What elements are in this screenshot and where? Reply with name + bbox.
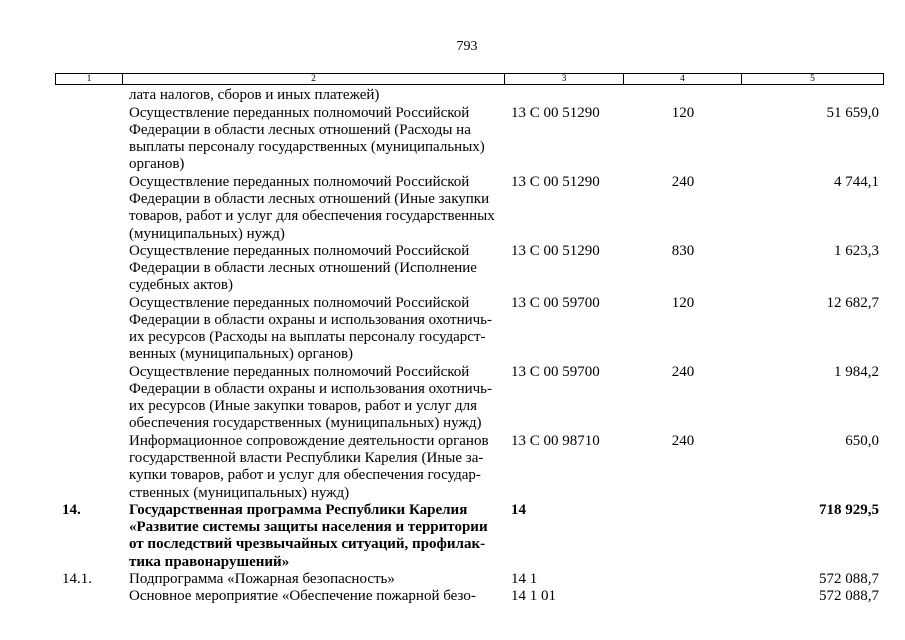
description-line: Федерации в области лесных отношений (Исполнение [129, 260, 477, 277]
description-line: выплаты персоналу государственных (муниципальных) [129, 139, 485, 156]
description-line: (муниципальных) нужд) [129, 225, 285, 242]
row-expense-type: 120 [671, 294, 695, 311]
column-header-2: 2 [123, 74, 505, 84]
description-line: Федерации в области охраны и использования охотничь- [129, 311, 493, 328]
description-line: венных (муниципальных) органов) [129, 346, 354, 363]
description-line: их ресурсов (Расходы на выплаты персоналу государст- [129, 329, 486, 346]
description-line: Осуществление переданных полномочий Российской [129, 363, 470, 380]
table-row [55, 588, 884, 605]
row-expense-type: 240 [671, 432, 695, 449]
description-line: государственной власти Республики Карелия (Иные за- [129, 449, 484, 466]
description-line: Федерации в области лесных отношений (Иные закупки [129, 190, 490, 207]
description-line: Подпрограмма «Пожарная безопасность» [129, 570, 395, 587]
page-number: 793 [456, 39, 478, 54]
description-line: Государственная программа Республики Карелия [129, 501, 468, 518]
row-code: 14 1 [511, 570, 538, 587]
table-row [55, 105, 884, 174]
row-code: 13 С 00 59700 [511, 294, 600, 311]
table-row [55, 87, 884, 104]
table-row [55, 174, 884, 243]
description-line: Осуществление переданных полномочий Российской [129, 173, 470, 190]
row-code: 13 С 00 98710 [511, 432, 600, 449]
row-expense-type: 240 [671, 363, 695, 380]
row-description [123, 588, 505, 605]
description-line: их ресурсов (Иные закупки товаров, работ и услуг для [129, 398, 478, 415]
row-amount: 572 088,7 [819, 588, 879, 605]
description-line: органов) [129, 156, 185, 173]
table-row [55, 571, 884, 588]
description-line: от последствий чрезвычайных ситуаций, профилак- [129, 536, 486, 553]
description-line: товаров, работ и услуг для обеспечения государственных [129, 208, 495, 225]
description-line: тика правонарушений» [129, 553, 290, 570]
description-line: Осуществление переданных полномочий Российской [129, 242, 470, 259]
row-description [123, 295, 505, 364]
row-amount: 718 929,5 [819, 501, 879, 518]
row-amount: 572 088,7 [819, 570, 879, 587]
table-row [55, 364, 884, 433]
description-line: Федерации в области охраны и использования охотничь- [129, 380, 493, 397]
table-row [55, 295, 884, 364]
row-expense-type: 240 [671, 173, 695, 190]
row-description [123, 243, 505, 295]
row-amount: 650,0 [845, 432, 879, 449]
row-description [123, 87, 505, 104]
row-description [123, 571, 505, 588]
column-header-3: 3 [505, 74, 624, 84]
table-header-row [55, 73, 884, 85]
row-number: 14.1. [62, 570, 92, 587]
column-header-4: 4 [624, 74, 742, 84]
table-body [55, 87, 884, 605]
description-line: ственных (муниципальных) нужд) [129, 484, 350, 501]
description-line: «Развитие системы защиты населения и территории [129, 519, 488, 536]
row-amount: 1 984,2 [834, 363, 879, 380]
description-line: купки товаров, работ и услуг для обеспечения государ- [129, 467, 481, 484]
table-row [55, 243, 884, 295]
description-line: лата налогов, сборов и иных платежей) [129, 87, 380, 104]
description-line: Федерации в области лесных отношений (Расходы на [129, 121, 471, 138]
row-expense-type: 120 [671, 104, 695, 121]
table-row-program [55, 502, 884, 571]
row-code: 13 С 00 59700 [511, 363, 600, 380]
description-line: Осуществление переданных полномочий Российской [129, 294, 470, 311]
row-code: 13 С 00 51290 [511, 242, 600, 259]
row-description [123, 502, 505, 571]
row-amount: 1 623,3 [834, 242, 879, 259]
row-number: 14. [62, 501, 81, 518]
row-amount: 12 682,7 [826, 294, 879, 311]
row-description [123, 105, 505, 174]
description-line: обеспечения государственных (муниципальных) нужд) [129, 415, 482, 432]
description-line: Основное мероприятие «Обеспечение пожарной безо- [129, 588, 476, 605]
description-line: Информационное сопровождение деятельности органов [129, 432, 489, 449]
column-header-1: 1 [55, 74, 123, 84]
row-description [123, 364, 505, 433]
row-code: 14 [511, 501, 526, 518]
row-description [123, 174, 505, 243]
row-description [123, 433, 505, 502]
row-code: 13 С 00 51290 [511, 104, 600, 121]
description-line: Осуществление переданных полномочий Российской [129, 104, 470, 121]
row-expense-type: 830 [671, 242, 695, 259]
row-amount: 51 659,0 [826, 104, 879, 121]
row-code: 13 С 00 51290 [511, 173, 600, 190]
row-amount: 4 744,1 [834, 173, 879, 190]
row-code: 14 1 01 [511, 588, 556, 605]
column-header-5: 5 [742, 74, 884, 84]
table-row [55, 433, 884, 502]
description-line: судебных актов) [129, 277, 233, 294]
